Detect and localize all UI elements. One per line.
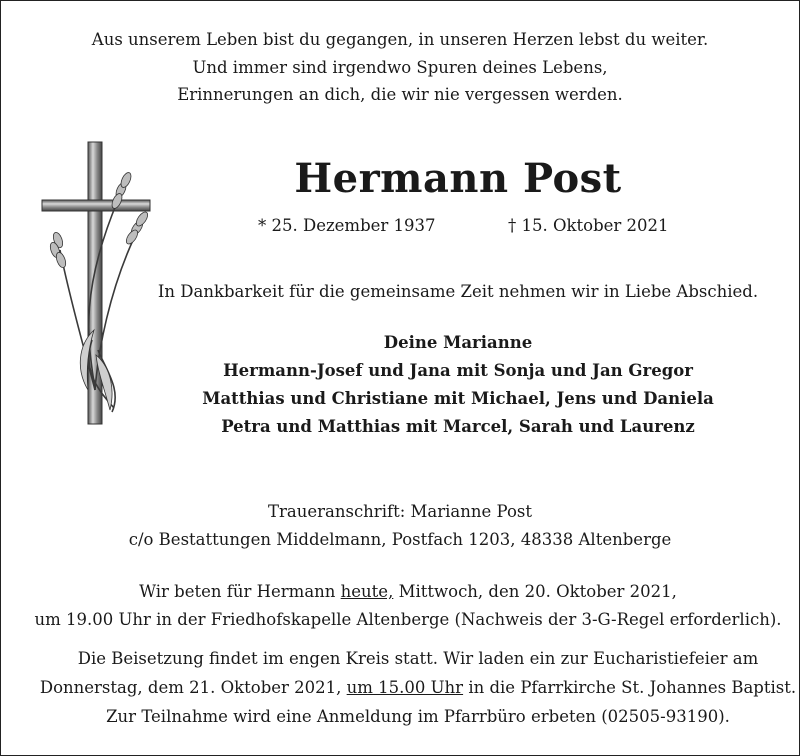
burial-time: um 15.00 Uhr bbox=[346, 678, 464, 697]
family-member-3: Matthias und Christiane mit Michael, Jens und Daniela bbox=[202, 389, 714, 408]
family-list bbox=[0, 329, 800, 441]
address-line-1: Traueranschrift: Marianne Post bbox=[268, 502, 532, 521]
family-member-2: Hermann-Josef und Jana mit Sonja und Jan Gregor bbox=[223, 361, 693, 380]
death-date: † 15. Oktober 2021 bbox=[508, 216, 669, 235]
address-line-2: c/o Bestattungen Middelmann, Postfach 1203, 48338 Altenberge bbox=[128, 530, 672, 549]
prayer-notice bbox=[0, 578, 800, 634]
verse-line-3: Erinnerungen an dich, die wir nie vergessen werden. bbox=[177, 85, 623, 104]
deceased-name: Hermann Post bbox=[294, 155, 622, 202]
mourning-address bbox=[0, 498, 800, 554]
burial-line-3: Zur Teilnahme wird eine Anmeldung im Pfarrbüro erbeten (02505-93190). bbox=[106, 707, 730, 726]
burial-line-2-post: in die Pfarrkirche St. Johannes Baptist. bbox=[463, 678, 797, 697]
prayer-line-1-post: Mittwoch, den 20. Oktober 2021, bbox=[393, 582, 677, 601]
family-member-1: Deine Marianne bbox=[383, 333, 533, 352]
burial-line-1: Die Beisetzung findet im engen Kreis statt. Wir laden ein zur Eucharistiefeier am bbox=[77, 649, 759, 668]
prayer-line-1-pre: Wir beten für Hermann bbox=[139, 582, 341, 601]
verse-line-1: Aus unserem Leben bist du gegangen, in unseren Herzen lebst du weiter. bbox=[91, 30, 709, 49]
burial-line-2 bbox=[0, 673, 800, 702]
burial-line-2-pre: Donnerstag, dem 21. Oktober 2021, bbox=[39, 678, 347, 697]
prayer-line-2: um 19.00 Uhr in der Friedhofskapelle Altenberge (Nachweis der 3-G-Regel erforderlich). bbox=[34, 610, 782, 629]
farewell-text: In Dankbarkeit für die gemeinsame Zeit nehmen wir in Liebe Abschied. bbox=[157, 282, 759, 301]
family-member-4: Petra und Matthias mit Marcel, Sarah und Laurenz bbox=[221, 417, 695, 436]
birth-date: * 25. Dezember 1937 bbox=[258, 216, 436, 235]
burial-notice bbox=[0, 644, 800, 731]
prayer-line-1 bbox=[0, 578, 800, 606]
prayer-today: heute, bbox=[340, 582, 394, 601]
verse-line-2: Und immer sind irgendwo Spuren deines Lebens, bbox=[192, 57, 608, 77]
memorial-verse bbox=[0, 26, 800, 109]
